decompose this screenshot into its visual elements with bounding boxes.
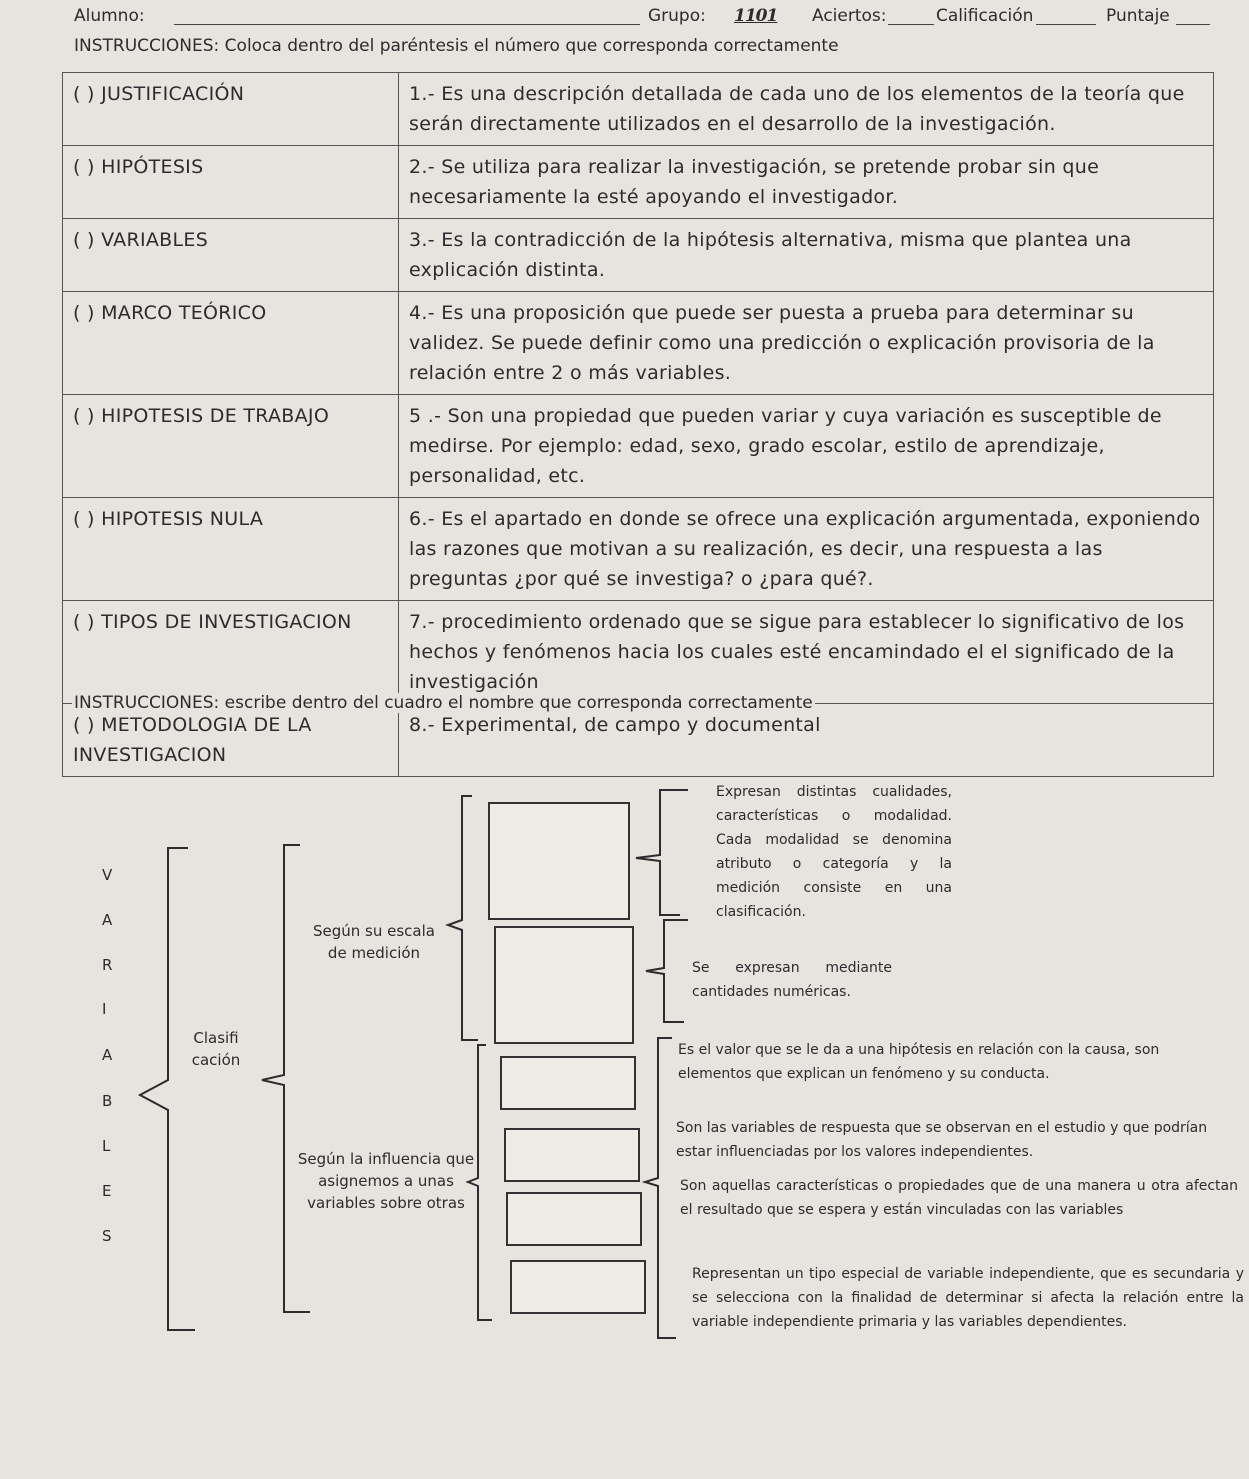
concept-cell[interactable]: ( ) JUSTIFICACIÓN: [63, 73, 399, 146]
aciertos-label: Aciertos:: [812, 6, 887, 26]
puntaje-label: Puntaje: [1106, 6, 1170, 26]
concept-cell[interactable]: ( ) MARCO TEÓRICO: [63, 292, 399, 395]
description-cuantitativas: Se expresan mediante cantidades numéricas.: [692, 960, 892, 1000]
alumno-label: Alumno:: [74, 6, 145, 26]
vertical-letter: S: [102, 1227, 112, 1245]
vertical-letter: L: [102, 1137, 111, 1155]
description-cualitativas: Expresan distintas cualidades, características o modalidad. Cada modalidad se denomina atributo o categoría y la medición consiste en una clasificación.: [716, 784, 952, 920]
vertical-letter: I: [102, 1000, 107, 1018]
description-independientes: Es el valor que se le da a una hipótesis en relación con la causa, son elementos que explican un fenómeno y su conducta.: [678, 1042, 1160, 1082]
definition-cell: 1.- Es una descripción detallada de cada uno de los elementos de la teoría que serán directamente utilizados en el desarrollo de la investigación.: [399, 73, 1214, 146]
vertical-letter: A: [102, 911, 113, 929]
concept-cell[interactable]: ( ) METODOLOGIA DE LA INVESTIGACION: [63, 704, 399, 777]
grupo-field[interactable]: 1101: [734, 6, 778, 26]
vertical-letter: V: [102, 866, 113, 884]
vertical-letter: A: [102, 1046, 113, 1064]
vertical-letter: E: [102, 1182, 112, 1200]
instructions-diagram: INSTRUCCIONES: escribe dentro del cuadro el nombre que corresponda correctamente: [74, 693, 813, 713]
definition-cell: 6.- Es el apartado en donde se ofrece una explicación argumentada, exponiendo las razones que motivan a su realización, es decir, una respuesta a las preguntas ¿por qué se investiga? o ¿para qué?.: [399, 498, 1214, 601]
description-dependientes: Son las variables de respuesta que se observan en el estudio y que podrían estar influenciadas por los valores independientes.: [676, 1120, 1208, 1160]
calificacion-label: Calificación: [936, 6, 1034, 26]
clasificacion-label: Clasifi cación: [191, 1029, 241, 1069]
description-moderadoras: Representan un tipo especial de variable independiente, que es secundaria y se selecciona con la finalidad de determinar si afecta la relación entre la variable independiente primaria y las variables dependientes.: [692, 1266, 1244, 1330]
answer-box-cuantitativas[interactable]: [494, 926, 634, 1044]
concept-cell[interactable]: ( ) HIPOTESIS NULA: [63, 498, 399, 601]
answer-box-independientes[interactable]: [500, 1056, 636, 1110]
definition-cell: 3.- Es la contradicción de la hipótesis alternativa, misma que plantea una explicación distinta.: [399, 219, 1214, 292]
answer-box-dependientes[interactable]: [504, 1128, 640, 1182]
concept-cell[interactable]: ( ) HIPÓTESIS: [63, 146, 399, 219]
definition-cell: 7.- procedimiento ordenado que se sigue para establecer lo significativo de los hechos y fenómenos hacia los cuales esté encamindado el el significado de la investigación: [399, 601, 1214, 704]
concept-cell[interactable]: ( ) HIPOTESIS DE TRABAJO: [63, 395, 399, 498]
answer-box-cualitativas[interactable]: [488, 802, 630, 920]
concept-cell[interactable]: ( ) VARIABLES: [63, 219, 399, 292]
definition-cell: 4.- Es una proposición que puede ser puesta a prueba para determinar su validez. Se puede definir como una predicción o explicación provisoria de la relación entre 2 o más variables.: [399, 292, 1214, 395]
answer-box-intervinientes[interactable]: [506, 1192, 642, 1246]
definition-cell: 2.- Se utiliza para realizar la investigación, se pretende probar sin que necesariamente la esté apoyando el investigador.: [399, 146, 1214, 219]
vertical-letter: R: [102, 956, 113, 974]
concept-cell[interactable]: ( ) TIPOS DE INVESTIGACION: [63, 601, 399, 704]
influencia-label: Según la influencia que asignemos a unas variables sobre otras: [297, 1150, 475, 1212]
instructions-matching: INSTRUCCIONES: Coloca dentro del paréntesis el número que corresponda correctamente: [74, 36, 839, 56]
vertical-letter: B: [102, 1092, 113, 1110]
escala-label: Según su escala de medición: [313, 922, 435, 962]
answer-box-moderadoras[interactable]: [510, 1260, 646, 1314]
definition-cell: 5 .- Son una propiedad que pueden variar y cuya variación es susceptible de medirse. Por ejemplo: edad, sexo, grado escolar, estilo de aprendizaje, personalidad, etc.: [399, 395, 1214, 498]
grupo-label: Grupo:: [648, 6, 706, 26]
description-intervinientes: Son aquellas características o propiedades que de una manera u otra afectan el resultado que se espera y están vinculadas con las variables: [680, 1178, 1238, 1218]
definition-cell: 8.- Experimental, de campo y documental: [399, 704, 1214, 777]
